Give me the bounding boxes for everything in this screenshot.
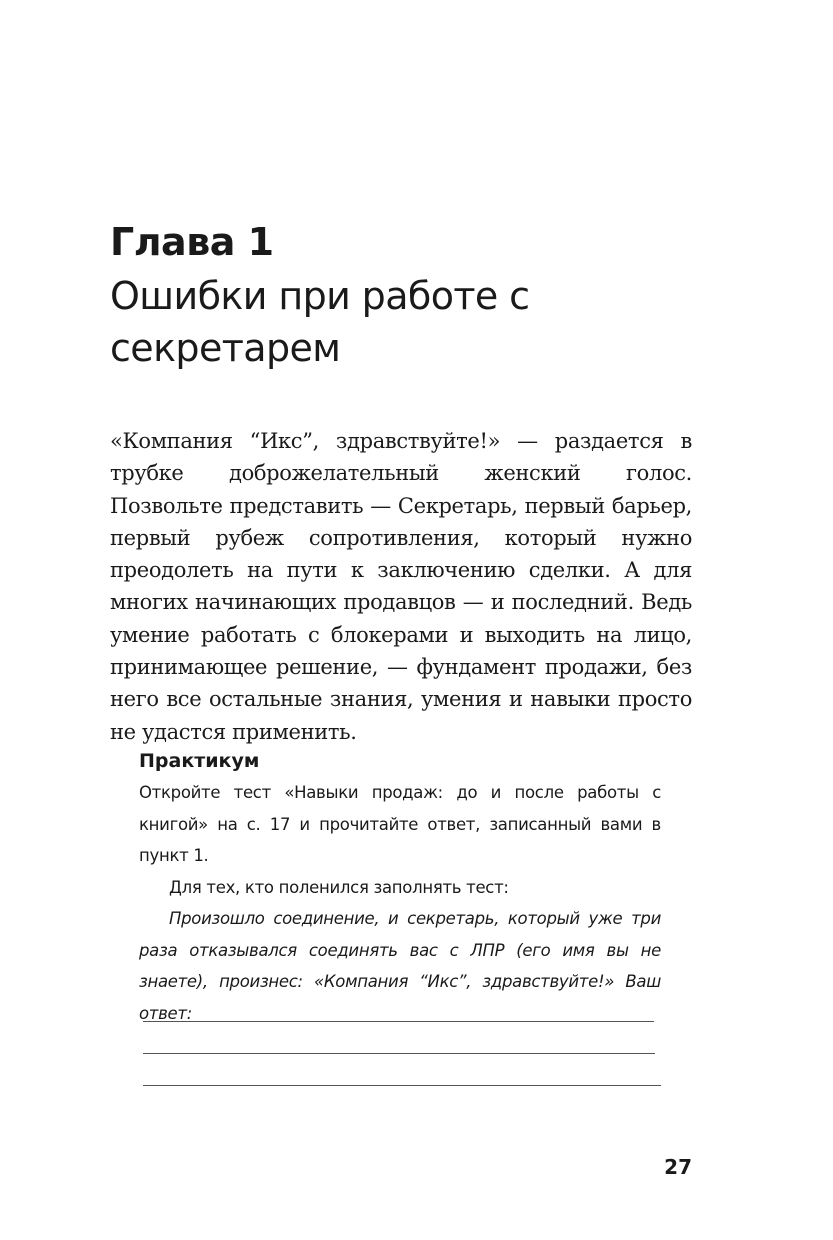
- intro-paragraph: «Компания “Икс”, здравствуйте!» — раздается в трубке доброжелательный женский голос. Позвольте представить — Секретарь, первый барьер, первый рубеж сопротивления, который нужно преодолеть на пути к заключению сделки. А для многих начинающих продавцов — и последний. Ведь умение работать с блокерами и выходить на лицо, принимающее решение, — фундамент продажи, без него все остальные знания, умения и навыки просто не удастся применить.: [110, 429, 692, 744]
- practicum-heading: Практикум: [139, 750, 260, 772]
- answer-line[interactable]: [143, 1021, 654, 1022]
- practicum-scenario: Произошло соединение, и секретарь, который уже три раза отказывался соединять вас с ЛПР (его имя вы не знаете), произнес: «Компания “Икс”, здравствуйте!» Ваш ответ:: [139, 909, 661, 1023]
- answer-line[interactable]: [143, 1085, 661, 1086]
- answer-line[interactable]: [143, 1053, 655, 1054]
- practicum-instruction: Откройте тест «Навыки продаж: до и после работы с книгой» на с. 17 и прочитайте ответ, записанный вами в пункт 1.: [139, 783, 661, 865]
- page-number: 27: [664, 1155, 692, 1179]
- practicum-block: [139, 745, 661, 1029]
- chapter-title: Ошибки при работе с секретарем: [110, 274, 530, 370]
- practicum-note: Для тех, кто поленился заполнять тест:: [169, 877, 509, 897]
- chapter-label: Глава 1: [110, 220, 274, 264]
